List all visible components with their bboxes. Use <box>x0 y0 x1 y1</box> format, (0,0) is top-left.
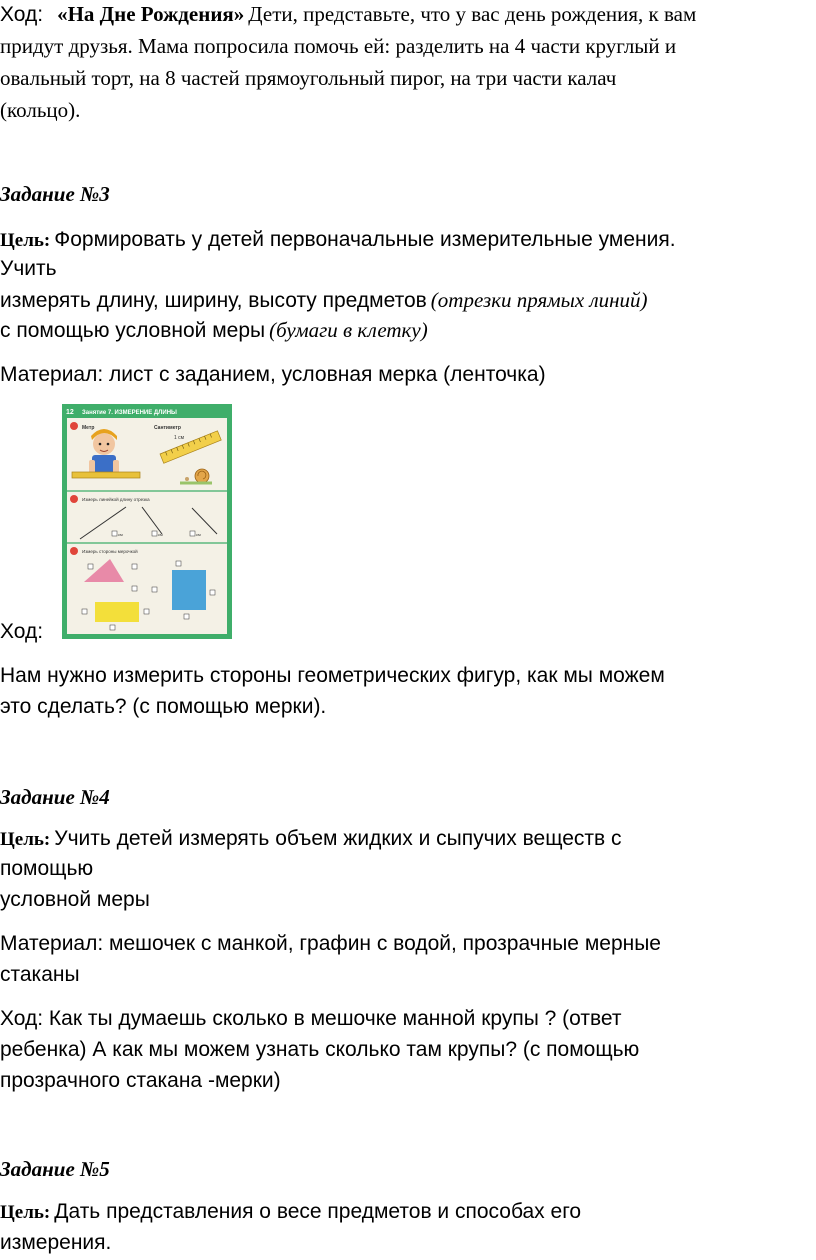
answer-box <box>152 587 157 592</box>
goal-note: (отрезки прямых линий) <box>430 288 648 312</box>
answer-box <box>184 614 189 619</box>
task3-heading: Задание №3 <box>0 182 110 206</box>
task3-goal-line-4 <box>0 316 428 347</box>
task5-goal-line-2: измерения. <box>0 1231 112 1254</box>
answer-box <box>144 609 149 614</box>
goal-label: Цель: <box>0 1202 51 1223</box>
section1-unit: 1 см <box>174 435 185 441</box>
goal-label: Цель: <box>0 829 51 850</box>
task4-hod-line-1: Ход: Как ты думаешь сколько в мешочке манной крупы ? (ответ <box>0 1007 622 1030</box>
unit-label: см <box>158 532 163 537</box>
goal-text: Дать представления о весе предметов и способах его <box>54 1200 582 1223</box>
goal-text: с помощью условной меры <box>0 319 266 342</box>
answer-box <box>176 561 181 566</box>
answer-box <box>112 531 117 536</box>
intro-line-4: (кольцо). <box>0 98 81 122</box>
answer-box <box>132 564 137 569</box>
answer-box <box>110 625 115 630</box>
answer-box <box>190 531 195 536</box>
task3-material: Материал: лист с заданием, условная мерка (ленточка) <box>0 363 546 386</box>
intro-text: Дети, представьте, что у вас день рождения, к вам <box>248 2 697 26</box>
intro-line-1 <box>0 0 696 31</box>
section2-label: Измерь линейкой длину отрезка <box>82 497 150 502</box>
intro-line-2: придут друзья. Мама попросила помочь ей: разделить на 4 части круглый и <box>0 34 677 58</box>
unit-label: см <box>196 532 201 537</box>
task3-hod-line-1: Нам нужно измерить стороны геометрических фигур, как мы можем <box>0 664 665 687</box>
answer-box <box>132 586 137 591</box>
task4-heading: Задание №4 <box>0 785 110 809</box>
task4-hod-line-2: ребенка) А как мы можем узнать сколько там крупы? (с помощью <box>0 1038 640 1061</box>
task4-goal-line-1 <box>0 825 622 855</box>
section-marker-icon <box>70 547 78 555</box>
task3-hod-line-2: это сделать? (с помощью мерки). <box>0 695 327 718</box>
task3-hod-label: Ход: <box>0 620 44 643</box>
section1-right-label: Сантиметр <box>154 425 181 431</box>
answer-box <box>210 590 215 595</box>
section-marker-icon <box>70 422 78 430</box>
goal-text: Учить детей измерять объем жидких и сыпучих веществ с <box>54 827 622 850</box>
task4-material-line-1: Материал: мешочек с манкой, графин с водой, прозрачные мерные <box>0 932 661 955</box>
answer-box <box>152 531 157 536</box>
worksheet-title: Занятие 7. ИЗМЕРЕНИЕ ДЛИНЫ <box>82 410 177 416</box>
task5-heading: Задание №5 <box>0 1157 110 1181</box>
meter-stick-icon <box>72 472 140 478</box>
goal-label: Цель: <box>0 230 51 251</box>
task4-hod-line-3: прозрачного стакана -мерки) <box>0 1069 281 1092</box>
square-shape <box>172 570 206 610</box>
task3-goal-line-1 <box>0 226 676 256</box>
intro-line-3: овальный торт, на 8 частей прямоугольный пирог, на три части калач <box>0 66 617 90</box>
task4-goal-line-3: условной меры <box>0 888 150 911</box>
goal-text: измерять длину, ширину, высоту предметов <box>0 289 427 312</box>
hod-label: Ход: <box>0 3 44 26</box>
unit-label: см <box>118 532 123 537</box>
goal-text: Формировать у детей первоначальные измерительные умения. <box>54 228 676 251</box>
rectangle-shape <box>95 602 139 622</box>
section-marker-icon <box>70 495 78 503</box>
task4-goal-line-2: помощью <box>0 857 94 880</box>
task3-goal-line-2: Учить <box>0 257 57 280</box>
section3-label: Измерь стороны мерочкой <box>82 549 138 554</box>
worksheet-picture <box>62 404 232 639</box>
task4-material-line-2: стаканы <box>0 963 80 986</box>
task3-goal-line-3 <box>0 286 648 317</box>
task5-goal-line-1 <box>0 1198 581 1228</box>
answer-box <box>82 609 87 614</box>
game-title: «На Дне Рождения» <box>57 2 245 26</box>
section1-left-label: Метр <box>82 425 95 431</box>
goal-note: (бумаги в клетку) <box>269 318 428 342</box>
answer-box <box>88 564 93 569</box>
worksheet-page-number: 12 <box>66 409 74 416</box>
